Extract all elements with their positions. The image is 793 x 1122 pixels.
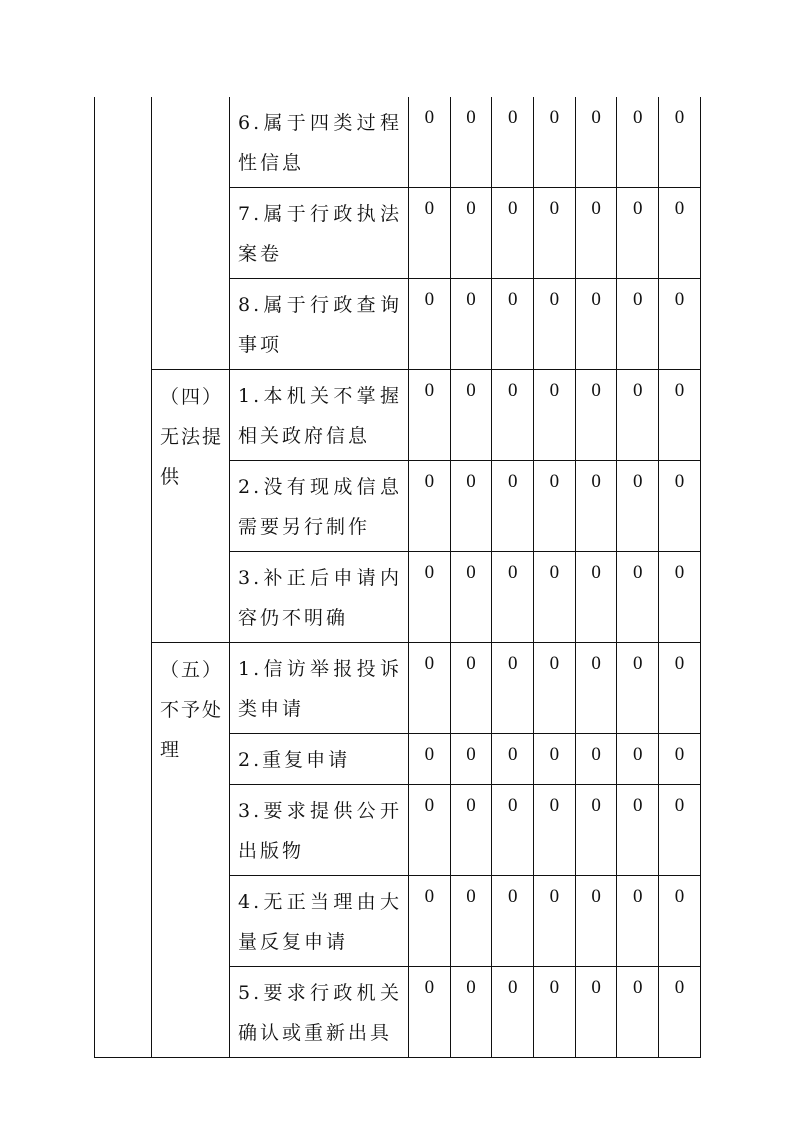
value-cell: 0 <box>659 370 701 461</box>
value-cell: 0 <box>659 643 701 734</box>
value-cell: 0 <box>575 370 617 461</box>
value-cell: 0 <box>575 876 617 967</box>
item-label: 2.重复申请 <box>238 749 351 771</box>
value-cell: 0 <box>450 876 492 967</box>
value-cell: 0 <box>409 461 451 552</box>
value-cell: 0 <box>450 785 492 876</box>
value-cell: 0 <box>492 552 534 643</box>
value-cell: 0 <box>575 279 617 370</box>
value-cell: 0 <box>450 967 492 1058</box>
value-cell: 0 <box>534 188 576 279</box>
value-cell: 0 <box>409 552 451 643</box>
item-label: 8.属于行政查询事项 <box>238 294 402 356</box>
value-cell: 0 <box>575 188 617 279</box>
value-cell: 0 <box>575 785 617 876</box>
item-label: 6.属于四类过程性信息 <box>238 112 402 174</box>
value-cell: 0 <box>492 370 534 461</box>
value-cell: 0 <box>659 785 701 876</box>
item-label: 1.信访举报投诉类申请 <box>238 658 402 720</box>
item-cell <box>230 552 409 643</box>
value-cell: 0 <box>492 279 534 370</box>
item-label: 3.补正后申请内容仍不明确 <box>238 567 402 629</box>
table-row <box>95 643 701 734</box>
value-cell: 0 <box>659 552 701 643</box>
value-cell: 0 <box>617 370 659 461</box>
value-cell: 0 <box>617 643 659 734</box>
group-cell <box>152 643 230 1058</box>
value-cell: 0 <box>617 279 659 370</box>
value-cell: 0 <box>659 876 701 967</box>
value-cell: 0 <box>534 876 576 967</box>
item-label: 4.无正当理由大量反复申请 <box>238 891 402 953</box>
item-label: 1.本机关不掌握相关政府信息 <box>238 385 402 447</box>
item-cell <box>230 734 409 785</box>
value-cell: 0 <box>492 643 534 734</box>
item-cell <box>230 967 409 1058</box>
value-cell: 0 <box>534 97 576 188</box>
table-row <box>95 97 701 188</box>
value-cell: 0 <box>534 370 576 461</box>
value-cell: 0 <box>575 97 617 188</box>
value-cell: 0 <box>534 785 576 876</box>
value-cell: 0 <box>409 188 451 279</box>
item-label: 5.要求行政机关确认或重新出具 <box>238 982 402 1044</box>
value-cell: 0 <box>450 552 492 643</box>
value-cell: 0 <box>534 279 576 370</box>
group-label: （五）不予处理 <box>160 659 224 761</box>
item-label: 7.属于行政执法案卷 <box>238 203 402 265</box>
value-cell: 0 <box>659 734 701 785</box>
value-cell: 0 <box>575 643 617 734</box>
value-cell: 0 <box>450 461 492 552</box>
value-cell: 0 <box>450 734 492 785</box>
value-cell: 0 <box>617 97 659 188</box>
value-cell: 0 <box>492 734 534 785</box>
value-cell: 0 <box>409 785 451 876</box>
value-cell: 0 <box>617 461 659 552</box>
value-cell: 0 <box>575 552 617 643</box>
group-label: （四）无法提供 <box>160 386 224 488</box>
value-cell: 0 <box>617 876 659 967</box>
item-cell <box>230 279 409 370</box>
value-cell: 0 <box>450 188 492 279</box>
value-cell: 0 <box>534 552 576 643</box>
value-cell: 0 <box>450 643 492 734</box>
value-cell: 0 <box>492 876 534 967</box>
item-label: 3.要求提供公开出版物 <box>238 800 402 862</box>
value-cell: 0 <box>450 279 492 370</box>
value-cell: 0 <box>409 967 451 1058</box>
value-cell: 0 <box>659 97 701 188</box>
value-cell: 0 <box>492 188 534 279</box>
value-cell: 0 <box>534 643 576 734</box>
item-cell <box>230 785 409 876</box>
value-cell: 0 <box>575 734 617 785</box>
item-cell <box>230 370 409 461</box>
group-cell <box>152 97 230 370</box>
value-cell: 0 <box>575 967 617 1058</box>
item-cell <box>230 461 409 552</box>
value-cell: 0 <box>409 370 451 461</box>
value-cell: 0 <box>617 552 659 643</box>
value-cell: 0 <box>617 967 659 1058</box>
value-cell: 0 <box>492 97 534 188</box>
table-body <box>95 97 701 1058</box>
value-cell: 0 <box>534 461 576 552</box>
value-cell: 0 <box>409 734 451 785</box>
value-cell: 0 <box>659 279 701 370</box>
value-cell: 0 <box>659 188 701 279</box>
value-cell: 0 <box>409 97 451 188</box>
value-cell: 0 <box>409 643 451 734</box>
value-cell: 0 <box>659 967 701 1058</box>
value-cell: 0 <box>659 461 701 552</box>
outer-group-cell <box>95 97 152 1058</box>
value-cell: 0 <box>534 967 576 1058</box>
value-cell: 0 <box>450 370 492 461</box>
group-cell <box>152 370 230 643</box>
value-cell: 0 <box>575 461 617 552</box>
value-cell: 0 <box>409 279 451 370</box>
value-cell: 0 <box>617 188 659 279</box>
value-cell: 0 <box>492 967 534 1058</box>
item-cell <box>230 97 409 188</box>
value-cell: 0 <box>409 876 451 967</box>
item-label: 2.没有现成信息需要另行制作 <box>238 476 402 538</box>
item-cell <box>230 876 409 967</box>
value-cell: 0 <box>450 97 492 188</box>
value-cell: 0 <box>492 461 534 552</box>
item-cell <box>230 643 409 734</box>
item-cell <box>230 188 409 279</box>
group-label <box>152 97 229 104</box>
disclosure-stats-table <box>94 97 701 1058</box>
value-cell: 0 <box>492 785 534 876</box>
value-cell: 0 <box>534 734 576 785</box>
value-cell: 0 <box>617 785 659 876</box>
value-cell: 0 <box>617 734 659 785</box>
table-row <box>95 370 701 461</box>
